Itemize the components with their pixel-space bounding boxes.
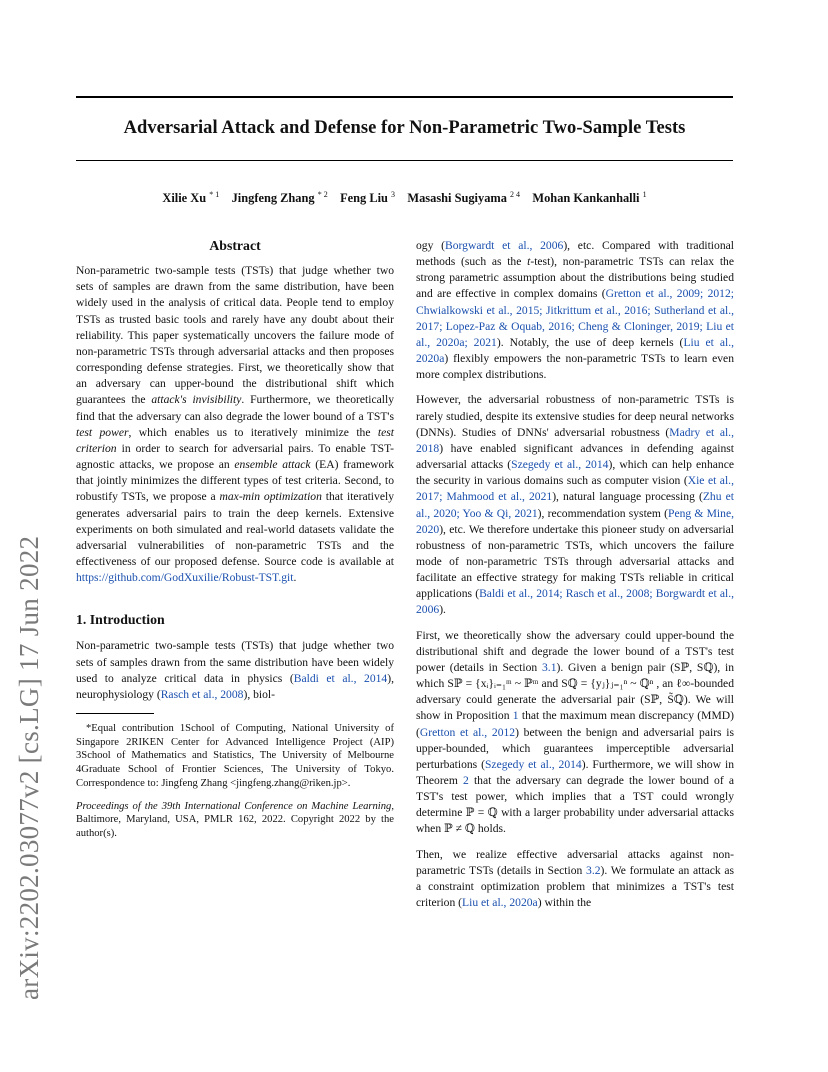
body-text: ). We formulate an attack as a constraint optimization problem that minimizes a TST's test criterion ( bbox=[416, 863, 734, 910]
author-name: Masashi Sugiyama $^{2 4}$ bbox=[407, 190, 521, 206]
author-affiliation-marker: * 2 bbox=[317, 190, 328, 199]
intro-paragraph-attack bbox=[416, 847, 734, 912]
author-affiliation-marker: 2 4 bbox=[510, 190, 521, 199]
citation-link[interactable]: 1 bbox=[512, 709, 519, 723]
body-text: that iteratively generates adversarial pairs to train the deep kernels. Extensive experiments on both simulated and real-world datasets validate the adversarial vulnerabilities of non-parametric TSTs and the effectiveness of our proposed defense. Source code is available at bbox=[76, 490, 394, 568]
intro-paragraph-theory bbox=[416, 628, 734, 838]
body-text: First, we theoretically show the adversary could upper-bound the distributional shift and degrade the lower bound of a TST's test power (details in Section bbox=[416, 628, 734, 674]
citation-link[interactable]: Baldi et al., 2014; Rasch et al., 2008; Borgwardt et al., 2006 bbox=[416, 587, 734, 617]
author-affiliation-marker: * 1 bbox=[209, 190, 220, 199]
citation-link[interactable]: Borgwardt et al., 2006 bbox=[445, 239, 564, 252]
body-text: ). Given a benign pair (Sℙ, Sℚ), in which Sℙ = {xᵢ}ᵢ₌₁ᵐ ~ ℙᵐ and Sℚ = {yⱼ}ⱼ₌₁ⁿ ~ ℚⁿ , an ℓ∞-bounded adversary could generate the adversarial pair (Sℙ, S̃ℚ). We will show in Proposition bbox=[416, 660, 734, 723]
body-text: ) within the bbox=[537, 896, 592, 910]
abstract-heading: Abstract bbox=[209, 238, 261, 253]
author-name: Feng Liu $^3$ bbox=[340, 190, 396, 206]
body-text: -test), non-parametric TSTs can relax the strong parametric assumption about the distributions being studied and are effective in complex domains ( bbox=[416, 255, 734, 301]
paper-title: Adversarial Attack and Defense for Non-Parametric Two-Sample Tests bbox=[123, 118, 686, 138]
body-text: ), which can help enhance the security in various domains such as computer vision ( bbox=[416, 458, 734, 488]
citation-link[interactable]: Szegedy et al., 2014 bbox=[511, 458, 609, 472]
title-top-rule bbox=[76, 96, 733, 98]
emphasis-text: max-min optimization bbox=[219, 490, 322, 504]
abstract-text bbox=[76, 263, 394, 586]
body-text: (EA) framework that jointly minimizes the different types of test criteria. Second, to robustify TSTs, we propose a bbox=[76, 458, 394, 504]
author-affiliation-marker: 1 bbox=[642, 190, 647, 199]
author-list bbox=[76, 190, 733, 206]
proceedings-details: , Baltimore, Maryland, USA, PMLR 162, 2022. Copyright 2022 by the author(s). bbox=[76, 800, 394, 839]
citation-link[interactable]: https://github.com/GodXuxilie/Robust-TST.git bbox=[76, 571, 294, 585]
body-text: that the maximum mean discrepancy (MMD) ( bbox=[416, 709, 734, 739]
emphasis-text: test power bbox=[76, 425, 129, 439]
emphasis-text: attack's invisibility bbox=[151, 393, 242, 407]
body-text: . Furthermore, we theoretically find that the adversary can also degrade the lower bound of a TST's bbox=[76, 393, 394, 423]
body-text: . bbox=[293, 571, 297, 585]
emphasis-text: t bbox=[527, 255, 531, 269]
body-text: Then, we realize effective adversarial attacks against non-parametric TSTs (details in Section bbox=[416, 847, 734, 877]
citation-link[interactable]: 3.2 bbox=[586, 863, 601, 877]
citation-link[interactable]: Gretton et al., 2009; 2012; Chwialkowski et al., 2015; Jitkrittum et al., 2016; Sutherland et al., 2017; Lopez-Paz & Oquab, 2016; Cheng & Cloninger, 2019; Liu et al., 2020a; 2021 bbox=[416, 287, 734, 349]
body-text: that the adversary can degrade the lower bound of a TST's test power, which implies that a TST could wrongly determine ℙ = ℚ with a larger probability under adversarial attacks when ℙ ≠ ℚ holds. bbox=[416, 774, 734, 836]
footnote-rule bbox=[76, 713, 154, 714]
citation-link[interactable]: Madry et al., 2018 bbox=[416, 425, 734, 455]
body-text: ). Furthermore, we will show in Theorem bbox=[416, 757, 734, 787]
author-name: Mohan Kankanhalli $^1$ bbox=[532, 190, 647, 206]
body-text: ), natural language processing ( bbox=[552, 490, 703, 504]
citation-link[interactable]: Zhu et al., 2020; Yoo & Qi, 2021 bbox=[416, 490, 734, 520]
intro-paragraph bbox=[76, 638, 394, 703]
citation-link[interactable]: Gretton et al., 2012 bbox=[419, 725, 516, 739]
body-text: ) between the benign and adversarial pairs is upper-bounded, which guarantees imperceptible adversarial perturbations ( bbox=[416, 725, 734, 771]
citation-link[interactable]: 2 bbox=[463, 774, 469, 787]
emphasis-text: ensemble attack bbox=[234, 458, 311, 472]
body-text: ). Notably, the use of deep kernels ( bbox=[496, 335, 684, 349]
citation-link[interactable]: Liu et al., 2020a bbox=[416, 335, 735, 366]
citation-link[interactable]: Liu et al., 2020a bbox=[462, 896, 538, 910]
section-heading-introduction: 1. Introduction bbox=[76, 612, 165, 628]
citation-link[interactable]: Szegedy et al., 2014 bbox=[484, 757, 582, 771]
body-text: ), etc. We therefore undertake this pioneer study on adversarial robustness of non-parametric TSTs, which uncovers the failure mode of non-parametric TSTs through adversarial attacks and facilitate an effective strategy for making TSTs reliable in critical applications ( bbox=[416, 522, 734, 601]
proceedings-note bbox=[76, 800, 394, 841]
body-text: ), recommendation system ( bbox=[537, 506, 669, 520]
citation-link[interactable]: Peng & Mine, 2020 bbox=[416, 506, 734, 536]
right-column bbox=[416, 238, 734, 920]
body-text: , which enables us to iteratively minimize the bbox=[128, 425, 378, 439]
affiliation-footnote: *Equal contribution 1School of Computing, National University of Singapore 2RIKEN Center for Advanced Intelligence Project (AIP) 3School of Mathematics and Statistics, The University of Melbourne 4Graduate School of Frontier Sciences, The University of Tokyo. Correspondence to: Jingfeng Zhang <jingfeng.zhang@riken.jp>. bbox=[76, 723, 394, 789]
body-text: ), etc. Compared with traditional methods (such as the bbox=[416, 239, 734, 269]
body-text: ), biol- bbox=[243, 687, 276, 701]
body-text: ) flexibly empowers the non-parametric TSTs to learn even more complex distributions. bbox=[416, 352, 734, 382]
body-text: ) have enabled significant advances in defending against adversarial attacks ( bbox=[416, 441, 734, 472]
citation-link[interactable]: Xie et al., 2017; Mahmood et al., 2021 bbox=[416, 474, 734, 504]
proceedings-venue: Proceedings of the 39th International Conference on Machine Learning bbox=[76, 800, 392, 812]
body-text: in order to search for adversarial pairs. To enable TST-agnostic attacks, we propose an bbox=[76, 441, 394, 472]
body-text: However, the adversarial robustness of non-parametric TSTs is rarely studied, despite its extensive studies for deep neural networks (DNNs). Studies of DNNs' adversarial robustness ( bbox=[416, 393, 734, 439]
citation-link[interactable]: Baldi et al., 2014 bbox=[293, 671, 388, 685]
body-text: Non-parametric two-sample tests (TSTs) that judge whether two sets of samples are drawn from the same distribution, have been widely used in the analysis of critical data. People tend to employ TSTs as trusted basic tools and rarely have any doubt about their reliability. This paper systematically uncovers the failure mode of non-parametric TSTs through adversarial attacks and then proposes corresponding defense strategies. First, we theoretically show that an adversary can upper-bound the distributional shift which guarantees the bbox=[76, 264, 394, 407]
arxiv-side-label: arXiv:2202.03077v2 [cs.LG] 17 Jun 2022 bbox=[14, 535, 44, 1000]
body-text: ogy ( bbox=[416, 239, 445, 252]
intro-paragraph-robustness bbox=[416, 392, 734, 618]
emphasis-text: test criterion bbox=[76, 425, 394, 455]
author-affiliation-marker: 3 bbox=[391, 190, 396, 199]
body-text: ), neurophysiology ( bbox=[76, 671, 394, 701]
author-name: Xilie Xu $^{* 1}$ bbox=[162, 190, 220, 206]
body-text: ). bbox=[439, 603, 446, 617]
author-name: Jingfeng Zhang $^{* 2}$ bbox=[231, 190, 328, 206]
intro-paragraph-cont bbox=[416, 238, 734, 383]
citation-link[interactable]: Rasch et al., 2008 bbox=[160, 687, 244, 701]
citation-link[interactable]: 3.1 bbox=[542, 660, 557, 674]
left-column bbox=[76, 238, 394, 850]
body-text: Non-parametric two-sample tests (TSTs) that judge whether two sets of samples drawn from the same distribution have been widely used to analyze critical data in physics ( bbox=[76, 639, 394, 685]
title-bottom-rule bbox=[76, 160, 733, 161]
